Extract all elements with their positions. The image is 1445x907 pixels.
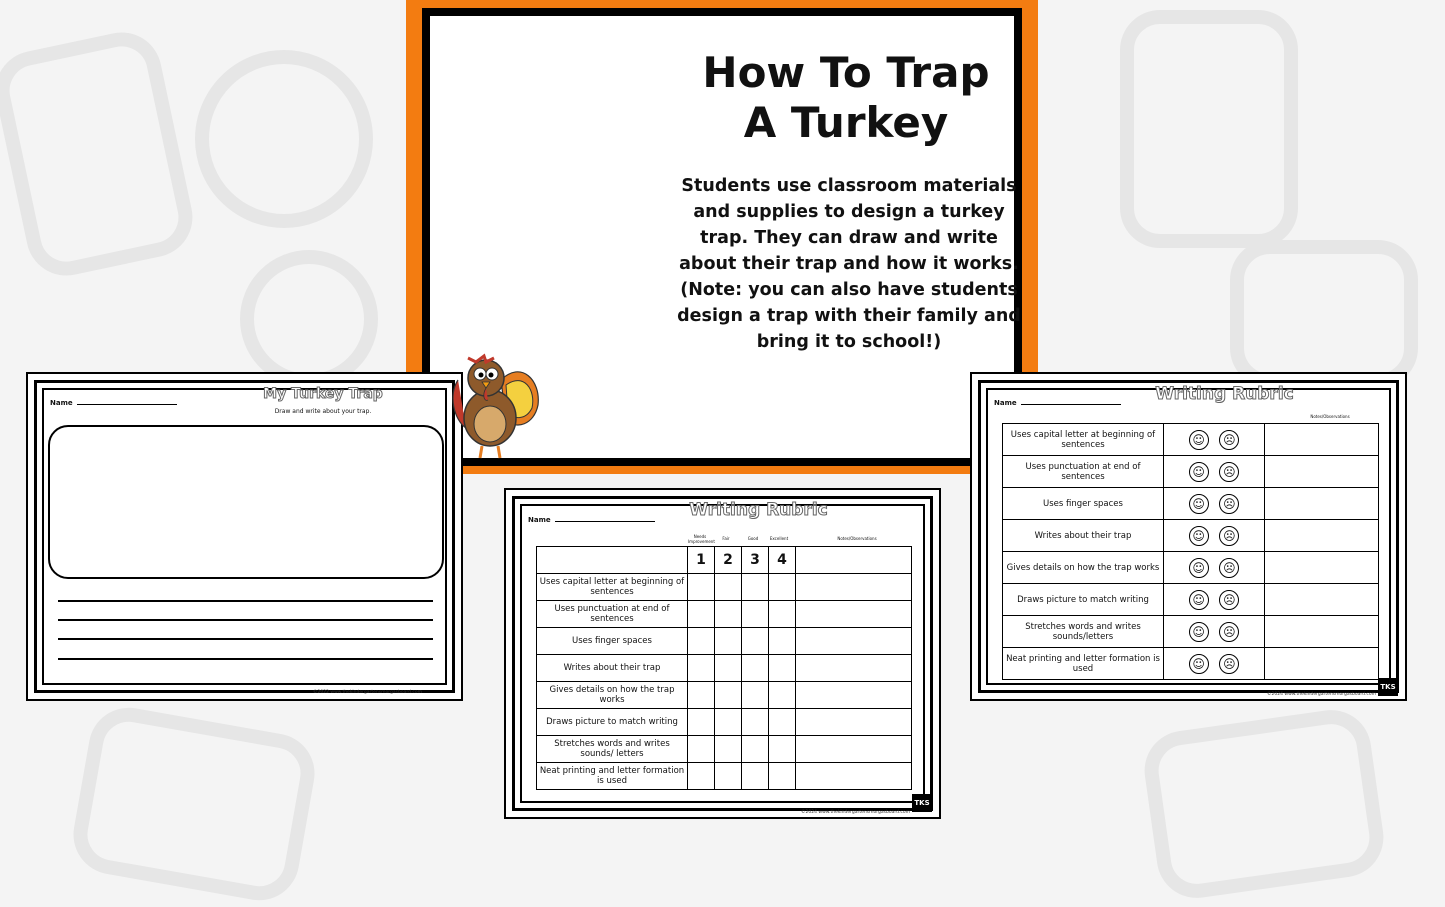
turkey-trap-worksheet <box>26 372 463 701</box>
bg-doodle-bottom-right <box>1139 705 1388 903</box>
header-notes: Notes/Observations <box>1310 414 1350 419</box>
smiley-face-icon: ☺ <box>1189 558 1209 578</box>
name-field: Name <box>50 399 177 407</box>
bg-doodle-bottom-left <box>67 701 321 906</box>
table-row: Gives details on how the trap works <box>1003 552 1164 584</box>
header-fair: Fair <box>722 536 730 541</box>
table-row: Stretches words and writes sounds/ letters <box>537 736 688 763</box>
turkey-icon <box>446 350 544 462</box>
score-3: 3 <box>742 547 769 574</box>
bg-clock-doodle <box>195 50 373 228</box>
rubric-footer: ©2024 www.thekindergartensmorgasboard.com <box>1267 692 1377 697</box>
smiley-face-icon: ☺ <box>1189 590 1209 610</box>
rubric-footer: ©2024 www.thekindergartensmorgasboard.com <box>801 810 911 815</box>
rubric-table <box>536 546 912 790</box>
frowny-face-icon: ☹ <box>1219 590 1239 610</box>
main-title: How To Trap A Turkey <box>702 48 990 147</box>
rubric-title: Writing Rubric <box>689 500 828 520</box>
frowny-face-icon: ☹ <box>1219 430 1239 450</box>
tks-logo-icon: TKS <box>1378 678 1398 696</box>
table-row: Draws picture to match writing <box>537 709 688 736</box>
table-row: Neat printing and letter formation is used <box>1003 648 1164 680</box>
header-excellent: Excellent <box>769 536 789 541</box>
score-1: 1 <box>688 547 715 574</box>
smiley-face-icon: ☺ <box>1189 622 1209 642</box>
writing-rubric-middle <box>504 488 941 819</box>
table-row: Uses finger spaces <box>1003 488 1164 520</box>
table-row: Stretches words and writes sounds/letters <box>1003 616 1164 648</box>
main-description: Students use classroom materials and supplies to design a turkey trap. They can draw and write about their trap and how it works. (Note: you can also have students design a trap with their family and bring it to school!) <box>677 176 1021 352</box>
table-row: Uses punctuation at end of sentences <box>537 601 688 628</box>
smiley-face-icon: ☺ <box>1189 526 1209 546</box>
writing-rubric-right <box>970 372 1407 701</box>
writing-line <box>58 638 433 640</box>
name-field: Name <box>994 399 1121 407</box>
trap-sheet-instruction: Draw and write about your trap. <box>274 408 372 415</box>
frowny-face-icon: ☹ <box>1219 526 1239 546</box>
name-field: Name <box>528 516 655 524</box>
tks-logo-icon: TKS <box>912 794 932 812</box>
smiley-face-icon: ☺ <box>1189 462 1209 482</box>
score-4: 4 <box>769 547 796 574</box>
frowny-face-icon: ☹ <box>1219 622 1239 642</box>
bg-calculator-doodle <box>1120 10 1298 248</box>
trap-sheet-title: My Turkey Trap <box>263 386 383 402</box>
bg-bulb-doodle <box>240 250 378 388</box>
writing-line <box>58 658 433 660</box>
frowny-face-icon: ☹ <box>1219 558 1239 578</box>
smiley-face-icon: ☺ <box>1189 494 1209 514</box>
frowny-face-icon: ☹ <box>1219 654 1239 674</box>
rubric-table <box>1002 423 1379 680</box>
writing-line <box>58 619 433 621</box>
trap-sheet-footer: ©2022 www.thekindergartensmorgasboard.com <box>313 690 423 695</box>
frowny-face-icon: ☹ <box>1219 494 1239 514</box>
table-row: Uses finger spaces <box>537 628 688 655</box>
smiley-face-icon: ☺ <box>1189 654 1209 674</box>
bg-book-doodle <box>0 25 200 283</box>
score-2: 2 <box>715 547 742 574</box>
table-row: Uses capital letter at beginning of sentences <box>1003 424 1164 456</box>
table-row: Uses capital letter at beginning of sentences <box>537 574 688 601</box>
table-row: Uses punctuation at end of sentences <box>1003 456 1164 488</box>
frowny-face-icon: ☹ <box>1219 462 1239 482</box>
header-good: Good <box>747 536 759 541</box>
table-row: Draws picture to match writing <box>1003 584 1164 616</box>
drawing-box <box>48 425 444 579</box>
header-notes: Notes/Observations <box>837 536 877 541</box>
table-row: Gives details on how the trap works <box>537 682 688 709</box>
bg-doodle-right <box>1230 240 1418 388</box>
table-row: Writes about their trap <box>537 655 688 682</box>
table-row: Writes about their trap <box>1003 520 1164 552</box>
smiley-face-icon: ☺ <box>1189 430 1209 450</box>
rubric-title: Writing Rubric <box>1155 384 1294 404</box>
table-row: Neat printing and letter formation is used <box>537 763 688 790</box>
writing-line <box>58 600 433 602</box>
header-needs-improvement: Needs Improvement <box>688 534 715 544</box>
